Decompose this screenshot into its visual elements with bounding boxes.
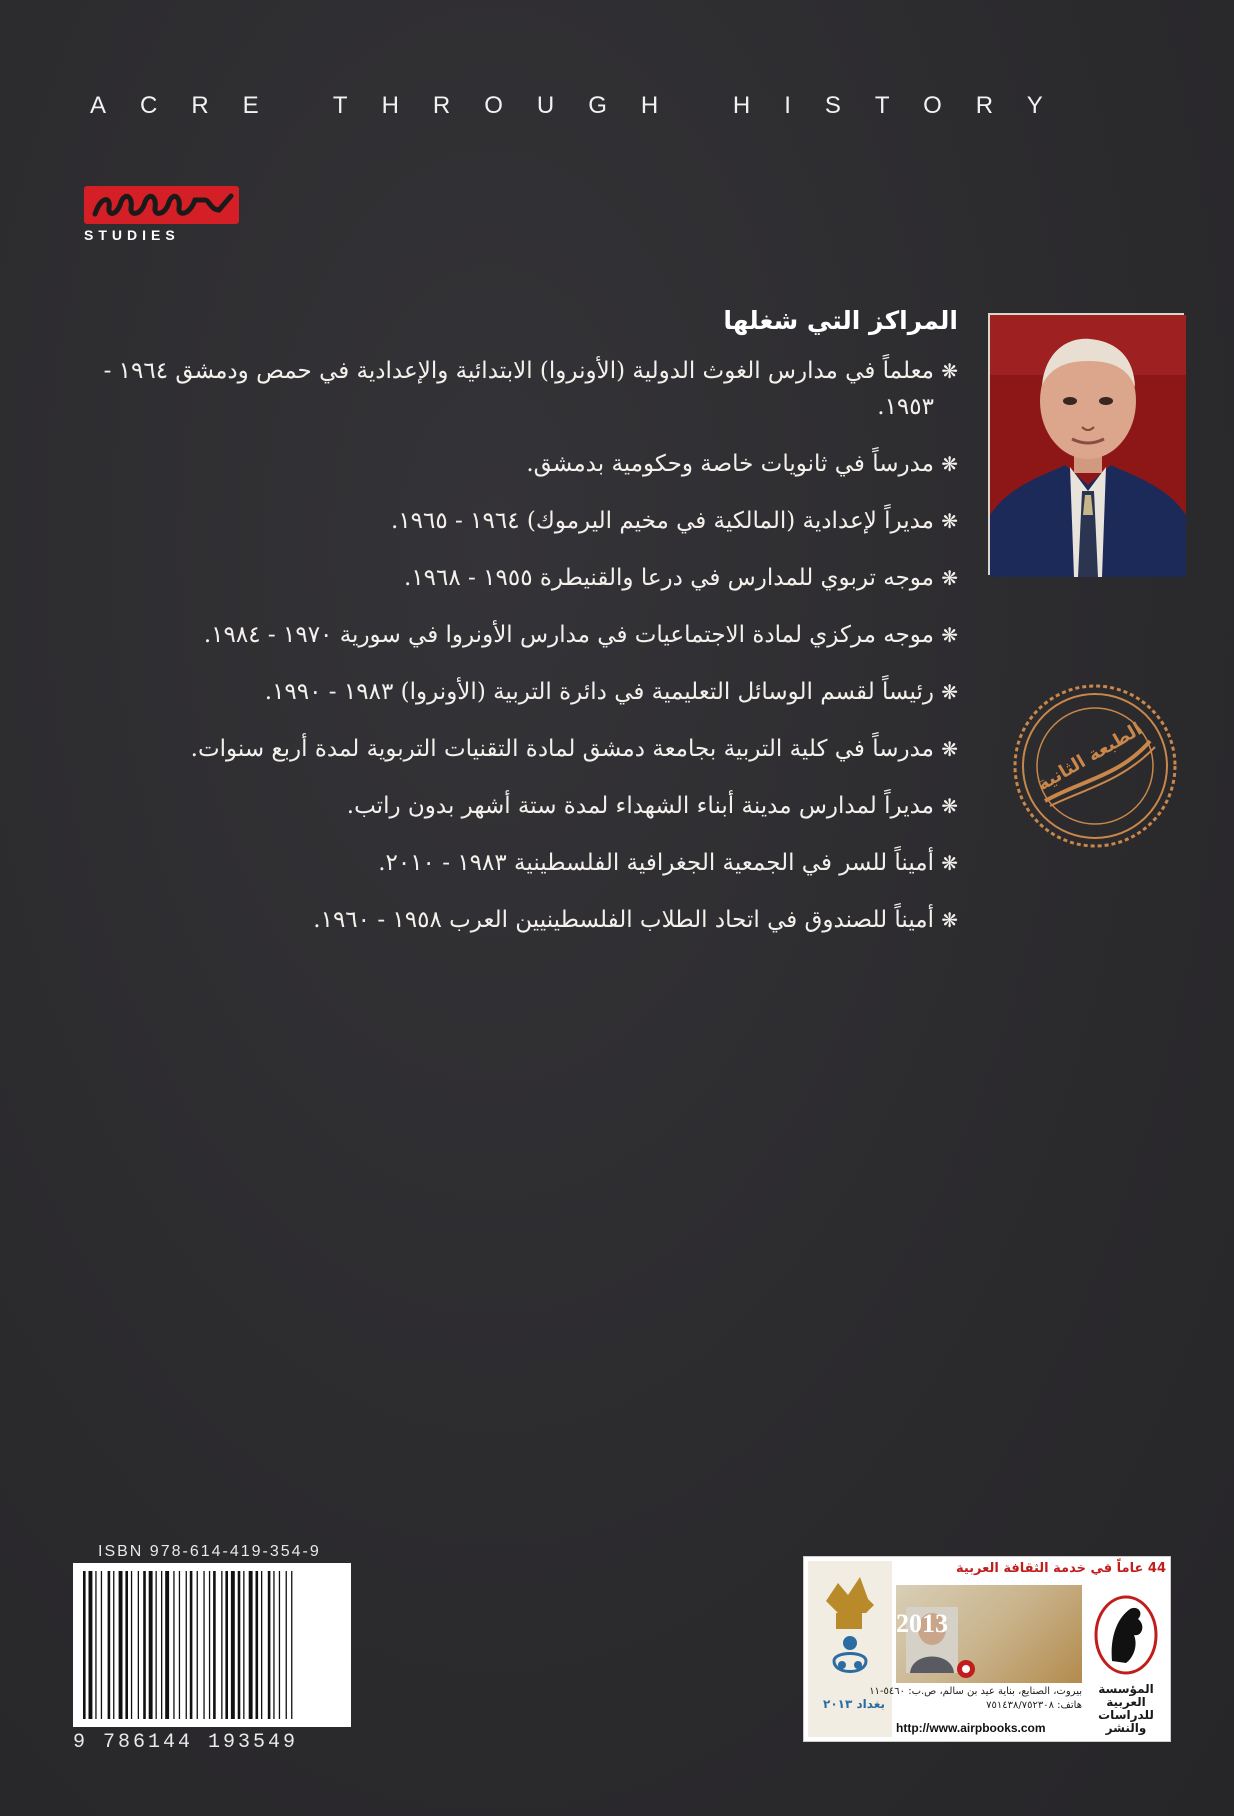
barcode-bar	[221, 1571, 222, 1719]
list-item	[98, 503, 958, 539]
bullet-icon: ❋	[941, 359, 958, 383]
barcode-bar	[125, 1571, 128, 1719]
baghdad-emblem	[808, 1561, 892, 1737]
bullet-icon: ❋	[941, 566, 958, 590]
barcode-bar	[197, 1571, 198, 1719]
list-item	[98, 617, 958, 653]
publisher-phone: هاتف: ٧٥١٤٣٨/٧٥٢٣٠٨	[986, 1700, 1082, 1711]
bullet-icon: ❋	[941, 851, 958, 875]
publisher-address	[869, 1685, 1082, 1713]
barcode-bar	[83, 1571, 86, 1719]
publisher-logo	[84, 186, 244, 243]
series-title: ACRE THROUGH HISTORY	[90, 92, 1077, 119]
publisher-banner: 44 عاماً في خدمة الثقافة العربية	[955, 1561, 1166, 1576]
barcode-bar	[225, 1571, 228, 1719]
publisher-main	[869, 1561, 1166, 1737]
barcode-bar	[95, 1571, 96, 1719]
barcode-bar	[209, 1571, 210, 1719]
publisher-horse-logo	[1086, 1585, 1166, 1683]
publisher-artwork	[896, 1585, 1082, 1683]
barcode-bar	[89, 1571, 93, 1719]
publisher-name: المؤسسة العربية للدراسات والنشر	[1098, 1682, 1154, 1735]
bullet-icon: ❋	[941, 509, 958, 533]
barcode-bar	[131, 1571, 132, 1719]
barcode-bar	[273, 1571, 274, 1719]
barcode-bar	[190, 1571, 193, 1719]
publisher-badge	[803, 1556, 1171, 1742]
barcode-bar	[156, 1571, 157, 1719]
barcode-bar	[238, 1571, 241, 1719]
barcode-bar	[165, 1571, 169, 1719]
publisher-url[interactable]: http://www.airpbooks.com	[896, 1721, 1046, 1735]
publisher-year: 2013	[896, 1609, 948, 1638]
barcode-bar	[203, 1571, 204, 1719]
list-item-text: معلماً في مدارس الغوث الدولية (الأونروا) الابتدائية والإعدادية في حمص ودمشق ١٩٦٤ - ١٩٥٣.	[103, 358, 934, 420]
list-item-text: أميناً للسر في الجمعية الجغرافية الفلسطينية ١٩٨٣ - ٢٠١٠.	[378, 850, 934, 876]
barcode-bar	[101, 1571, 102, 1719]
barcode-bar	[113, 1571, 114, 1719]
list-item	[98, 353, 958, 425]
list-item	[98, 446, 958, 482]
list-item	[98, 560, 958, 596]
logo-sub-label: STUDIES	[84, 227, 180, 243]
list-item-text: مدرساً في ثانويات خاصة وحكومية بدمشق.	[526, 451, 934, 477]
isbn-label: ISBN 978-614-419-354-9	[98, 1543, 321, 1560]
list-item-text: مدرساً في كلية التربية بجامعة دمشق لمادة التقنيات التربوية لمدة أربع سنوات.	[190, 736, 934, 762]
barcode-bar	[268, 1571, 271, 1719]
barcode-bar	[279, 1571, 280, 1719]
barcode-bar	[173, 1571, 174, 1719]
barcode-bar	[161, 1571, 162, 1719]
barcode-bar	[249, 1571, 253, 1719]
edition-stamp	[1010, 681, 1180, 851]
logo-mark	[84, 186, 239, 224]
bullet-icon: ❋	[941, 908, 958, 932]
bullet-icon: ❋	[941, 737, 958, 761]
list-item	[98, 845, 958, 881]
list-item-text: أميناً للصندوق في اتحاد الطلاب الفلسطينيين العرب ١٩٥٨ - ١٩٦٠.	[313, 907, 934, 933]
barcode-number: 9 786144 193549	[73, 1731, 299, 1754]
barcode-bar	[149, 1571, 153, 1719]
barcode-bar	[286, 1571, 287, 1719]
barcode-bar	[261, 1571, 262, 1719]
barcode-bar	[179, 1571, 180, 1719]
barcode-bar	[143, 1571, 146, 1719]
list-item-text: موجه تربوي للمدارس في درعا والقنيطرة ١٩٥٥ - ١٩٦٨.	[404, 565, 934, 591]
publisher-address-line: بيروت، الصنايع، بناية عيد بن سالم، ص.ب: ٥٤٦٠-١١	[869, 1686, 1082, 1697]
list-item-text: رئيساً لقسم الوسائل التعليمية في دائرة التربية (الأونروا) ١٩٨٣ - ١٩٩٠.	[264, 679, 934, 705]
bullet-icon: ❋	[941, 794, 958, 818]
list-item-text: مديراً لمدارس مدينة أبناء الشهداء لمدة ستة أشهر بدون راتب.	[346, 793, 934, 819]
barcode-bar	[119, 1571, 123, 1719]
stamp-text: الطبعة الثانية	[1033, 718, 1146, 796]
bullet-icon: ❋	[941, 452, 958, 476]
barcode-bar	[243, 1571, 244, 1719]
barcode-bar	[138, 1571, 139, 1719]
baghdad-label: بغداد ٢٠١٣	[823, 1697, 885, 1711]
barcode-bar	[291, 1571, 292, 1719]
list-item	[98, 674, 958, 710]
barcode-bar	[256, 1571, 259, 1719]
list-item	[98, 788, 958, 824]
barcode-bar	[186, 1571, 187, 1719]
author-photo	[988, 313, 1184, 575]
bullet-icon: ❋	[941, 623, 958, 647]
list-item	[98, 731, 958, 767]
barcode-bar	[213, 1571, 216, 1719]
section-heading: المراكز التي شغلها	[723, 306, 958, 335]
barcode-bar	[231, 1571, 235, 1719]
barcode-bar	[108, 1571, 111, 1719]
list-item	[98, 902, 958, 938]
bullet-icon: ❋	[941, 680, 958, 704]
list-item-text: مديراً لإعدادية (المالكية في مخيم اليرموك) ١٩٦٤ - ١٩٦٥.	[391, 508, 934, 534]
barcode	[73, 1563, 351, 1727]
list-item-text: موجه مركزي لمادة الاجتماعيات في مدارس الأونروا في سورية ١٩٧٠ - ١٩٨٤.	[203, 622, 934, 648]
positions-section	[98, 306, 958, 959]
positions-list	[98, 353, 958, 938]
